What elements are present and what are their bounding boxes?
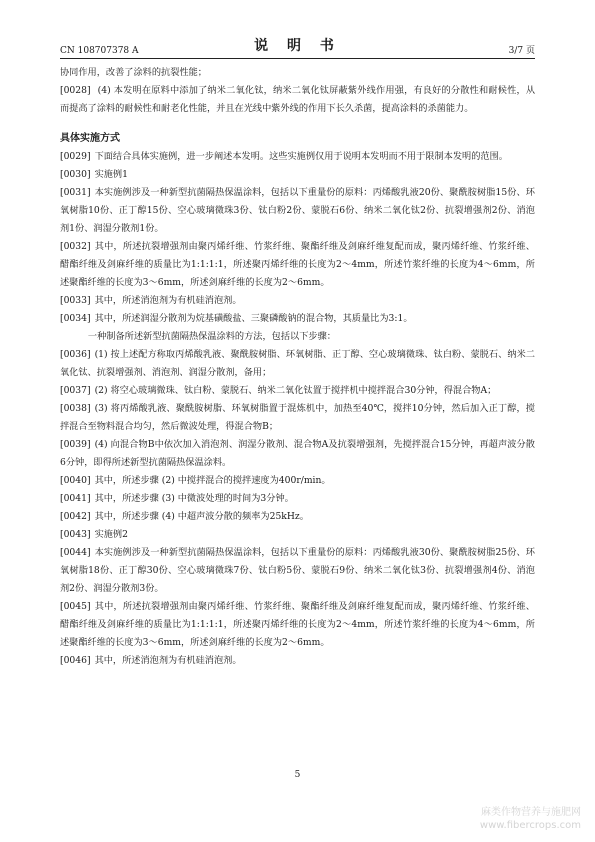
paragraph xyxy=(60,598,535,652)
paragraph-text: 本实施例涉及一种新型抗菌隔热保温涂料，包括以下重量份的原料：丙烯酸乳液30份、聚酰胺树脂25份、环氧树脂18份、正丁醇30份、空心玻璃微珠7份、钛白粉5份、蒙脱石9份、纳米二氧化钛3份、抗裂增强剂4份、消泡剂2份、润湿分散剂3份。 xyxy=(60,547,535,594)
paragraph xyxy=(60,490,535,508)
section-heading: 具体实施方式 xyxy=(60,133,120,144)
paragraph xyxy=(60,526,535,544)
paragraph xyxy=(60,508,535,526)
paragraph-text: 其中，所述抗裂增强剂由聚丙烯纤维、竹浆纤维、聚酯纤维及剑麻纤维复配而成，聚丙烯纤维、竹浆纤维、醋酯纤维及剑麻纤维的质量比为1:1:1:1，所述聚丙烯纤维的长度为2～4mm，所述竹浆纤维的长度为4～6mm，所述聚酯纤维的长度为3～6mm，所述剑麻纤维的长度为2～6mm。 xyxy=(60,601,535,648)
paragraph-number: [0030] xyxy=(60,169,91,180)
paragraph-text: 实施例2 xyxy=(94,529,128,540)
paragraph-text: 其中，所述消泡剂为有机硅消泡剂。 xyxy=(94,655,242,666)
paragraph-number: [0042] xyxy=(60,511,91,522)
paragraph xyxy=(60,148,535,166)
paragraph-continued xyxy=(60,64,535,82)
watermark xyxy=(480,806,581,832)
paragraph-text: (4) 向混合物B中依次加入消泡剂、润湿分散剂、混合物A及抗裂增强剂，先搅拌混合15分钟，再超声波分散6分钟，即得所述新型抗菌隔热保温涂料。 xyxy=(60,439,535,468)
paragraph-list xyxy=(60,148,535,670)
paragraph-text: 其中，所述步骤 (3) 中微波处理的时间为3分钟。 xyxy=(94,493,294,504)
paragraph-text: 实施例1 xyxy=(94,169,128,180)
paragraph-text: 其中，所述润湿分散剂为烷基磺酸盐、三聚磷酸钠的混合物，其质量比为3:1。 xyxy=(94,313,413,324)
header-rule xyxy=(60,58,535,59)
paragraph-text: 其中，所述步骤 (2) 中搅拌混合的搅拌速度为400r/min。 xyxy=(94,475,331,486)
paragraph-number: [0031] xyxy=(60,187,91,198)
paragraph-number: [0039] xyxy=(60,439,91,450)
watermark-url: www.fibercrops.com xyxy=(479,820,581,831)
paragraph xyxy=(60,328,535,346)
paragraph xyxy=(60,382,535,400)
paragraph-number: [0038] xyxy=(60,403,91,414)
document-body xyxy=(60,64,535,670)
paragraph-number: [0036] xyxy=(60,349,91,360)
paragraph-number: [0044] xyxy=(60,547,91,558)
paragraph-text: 其中，所述消泡剂为有机硅消泡剂。 xyxy=(94,295,242,306)
paragraph-number: [0034] xyxy=(60,313,91,324)
paragraph xyxy=(60,346,535,382)
paragraph-number: [0040] xyxy=(60,475,91,486)
page-header xyxy=(60,36,535,56)
watermark-site-name: 麻类作物营养与施肥网 xyxy=(481,807,581,818)
paragraph-number: [0033] xyxy=(60,295,91,306)
paragraph-number: [0043] xyxy=(60,529,91,540)
doc-number: CN 108707378 A xyxy=(60,46,139,56)
paragraph-text: 其中，所述步骤 (4) 中超声波分散的频率为25kHz。 xyxy=(94,511,309,522)
paragraph-number: [0032] xyxy=(60,241,91,252)
paragraph-text: 一种制备所述新型抗菌隔热保温涂料的方法，包括以下步骤： xyxy=(87,331,336,342)
paragraph-text: (2) 将空心玻璃微珠、钛白粉、蒙脱石、纳米二氧化钛置于搅拌机中搅拌混合30分钟，得混合物A； xyxy=(94,385,497,396)
doc-title: 说 明 书 xyxy=(254,38,341,54)
paragraph xyxy=(60,238,535,292)
paragraph xyxy=(60,82,535,118)
paragraph xyxy=(60,436,535,472)
paragraph xyxy=(60,310,535,328)
paragraph-number: [0029] xyxy=(60,151,91,162)
paragraph xyxy=(60,544,535,598)
page-info: 3/7 页 xyxy=(508,46,535,56)
paragraph-text: (3) 将丙烯酸乳液、聚酰胺树脂、环氧树脂置于混炼机中，加热至40℃，搅拌10分钟，然后加入正丁醇，搅拌混合至物料混合均匀，然后微波处理，得混合物B； xyxy=(60,403,535,432)
paragraph xyxy=(60,292,535,310)
paragraph xyxy=(60,472,535,490)
paragraph-text: 协同作用，改善了涂料的抗裂性能； xyxy=(60,67,207,78)
paragraph-number: [0046] xyxy=(60,655,91,666)
paragraph-text: 下面结合具体实施例，进一步阐述本发明。这些实施例仅用于说明本发明而不用于限制本发明的范围。 xyxy=(94,151,508,162)
paragraph-number: [0028] xyxy=(60,85,91,96)
paragraph xyxy=(60,184,535,238)
paragraph xyxy=(60,652,535,670)
paragraph-text: (4) 本发明在原料中添加了纳米二氧化钛，纳米二氧化钛屏蔽紫外线作用强，有良好的分散性和耐候性，从而提高了涂料的耐候性和耐老化性能，并且在光线中紫外线的作用下长久杀菌，提高涂料的杀菌能力。 xyxy=(60,85,536,114)
paragraph-number: [0045] xyxy=(60,601,91,612)
paragraph xyxy=(60,400,535,436)
paragraph-number: [0041] xyxy=(60,493,91,504)
paragraph-text: 本实施例涉及一种新型抗菌隔热保温涂料，包括以下重量份的原料：丙烯酸乳液20份、聚酰胺树脂15份、环氧树脂10份、正丁醇15份、空心玻璃微珠3份、钛白粉2份、蒙脱石6份、纳米二氧化钛2份、抗裂增强剂2份、消泡剂1份、润湿分散剂1份。 xyxy=(60,187,535,234)
paragraph xyxy=(60,166,535,184)
paragraph-text: (1) 按上述配方称取丙烯酸乳液、聚酰胺树脂、环氧树脂、正丁醇、空心玻璃微珠、钛白粉、蒙脱石、纳米二氧化钛、抗裂增强剂、消泡剂、润湿分散剂，备用； xyxy=(60,349,535,378)
paragraph-number: [0037] xyxy=(60,385,91,396)
paragraph-text: 其中，所述抗裂增强剂由聚丙烯纤维、竹浆纤维、聚酯纤维及剑麻纤维复配而成，聚丙烯纤维、竹浆纤维、醋酯纤维及剑麻纤维的质量比为1:1:1:1，所述聚丙烯纤维的长度为2～4mm，所述竹浆纤维的长度为4～6mm，所述聚酯纤维的长度为3～6mm，所述剑麻纤维的长度为2～6mm。 xyxy=(60,241,535,288)
page-number: 5 xyxy=(294,770,301,780)
